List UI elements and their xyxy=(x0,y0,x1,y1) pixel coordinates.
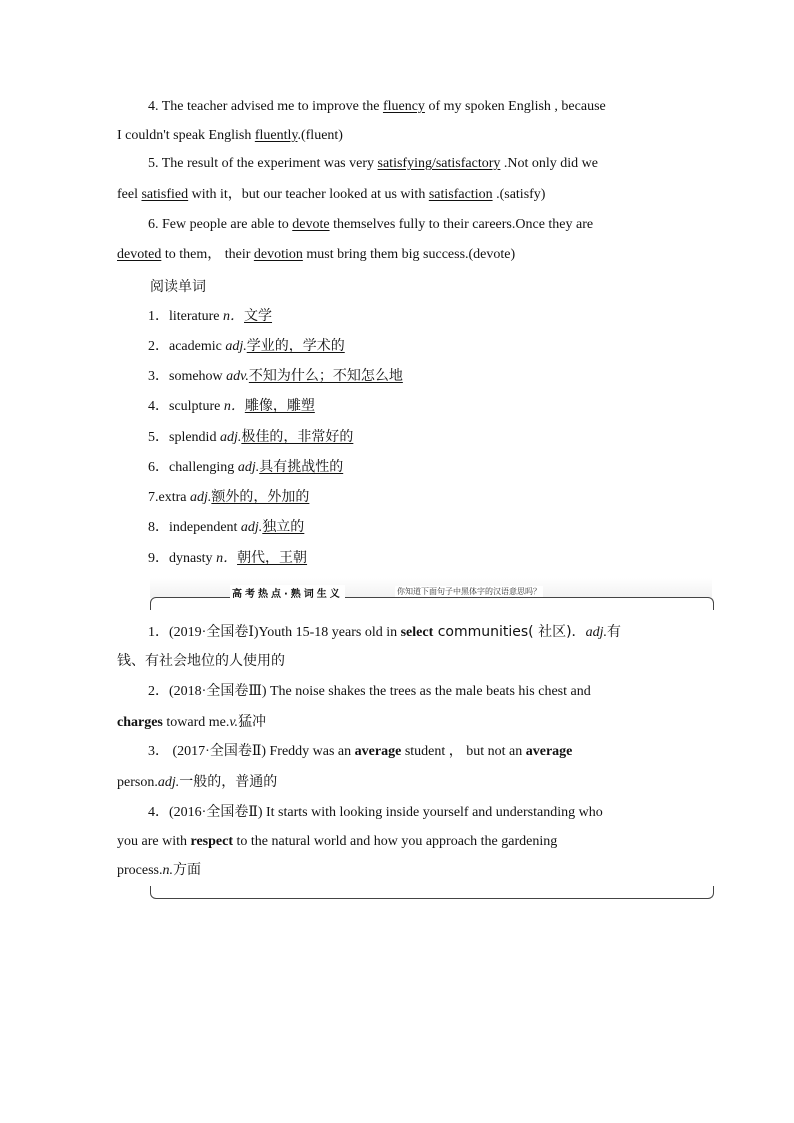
hot-item-2-line-1: 2．(2018·全国卷Ⅲ) The noise shakes the trees as the male beats his chest and xyxy=(148,684,591,699)
text: to them， their xyxy=(161,247,254,262)
answer-blank: fluency xyxy=(382,99,425,114)
exercise-number: 5 xyxy=(148,156,155,171)
hot-item-2-line-2: charges toward me.v.猛冲 xyxy=(117,714,267,730)
vocab-item: 6．challenging adj.具有挑战性的 xyxy=(148,459,344,475)
hot-item-1-line-1: 1．(2019·全国卷Ⅰ)Youth 15-18 years old in select communities( 社区)．adj.有 xyxy=(148,624,621,640)
banner-label: 高考热点·熟词生义 xyxy=(230,585,345,600)
exercise-4-line-1: 4. The teacher advised me to improve the fluency of my spoken English , because xyxy=(148,99,606,114)
answer-blank: satisfying/satisfactory xyxy=(377,156,501,171)
text: I couldn't speak English xyxy=(117,128,255,143)
vocab-item: 9．dynasty n．朝代，王朝 xyxy=(148,550,308,566)
text: feel xyxy=(117,187,142,202)
hot-item-3-line-1: 3． (2017·全国卷Ⅱ) Freddy was an average student ， but not an average xyxy=(148,744,573,759)
vocab-item: 1．literature n．文学 xyxy=(148,308,273,324)
answer-blank: satisfied xyxy=(141,187,189,202)
exercise-6-line-1: 6. Few people are able to devote themselves fully to their careers.Once they are xyxy=(148,217,594,232)
text: with it，but our teacher looked at us with xyxy=(188,187,429,202)
answer-blank: devote xyxy=(292,217,330,232)
answer-blank: fluently xyxy=(254,128,298,143)
banner-hint: 你知道下面句子中黑体字的汉语意思吗？ xyxy=(397,587,541,596)
vocab-item: 3．somehow adv.不知为什么；不知怎么地 xyxy=(148,368,403,384)
exercise-number: 6 xyxy=(148,217,155,232)
answer-blank: devotion xyxy=(253,247,303,262)
text: of my spoken English , because xyxy=(424,99,606,114)
text: themselves fully to their careers.Once they are xyxy=(329,217,594,232)
vocab-item: 2．academic adj.学业的，学术的 xyxy=(148,338,345,354)
vocab-item: 5．splendid adj.极佳的，非常好的 xyxy=(148,429,354,445)
hot-item-4-line-3: process.n.方面 xyxy=(117,862,201,878)
text: .Not only did we xyxy=(500,156,598,171)
reading-vocab-heading: 阅读单词 xyxy=(150,279,206,295)
exercise-6-line-2 xyxy=(117,245,677,265)
answer-blank: satisfaction xyxy=(428,187,493,202)
exercise-number: 4 xyxy=(148,99,155,114)
vocab-item: 8．independent adj.独立的 xyxy=(148,519,305,535)
vocab-item: 7.extra adj.额外的，外加的 xyxy=(148,489,310,505)
hot-item-1-line-2: 钱、有社会地位的人使用的 xyxy=(117,653,285,669)
hot-item-4-line-2: you are with respect to the natural world and how you approach the gardening xyxy=(117,834,558,849)
hot-item-4-line-1: 4．(2016·全国卷Ⅱ) It starts with looking inside yourself and understanding who xyxy=(148,805,603,820)
text: must bring them big success.(devote) xyxy=(302,247,516,262)
exercise-4-line-2 xyxy=(117,126,677,146)
exercise-5-line-2 xyxy=(117,185,677,205)
text: .(satisfy) xyxy=(492,187,546,202)
text: The teacher advised me to improve the xyxy=(161,99,383,114)
text: Few people are able to xyxy=(162,217,293,232)
box-bottom-border xyxy=(150,886,714,899)
text: The result of the experiment was very xyxy=(161,156,378,171)
exercise-5-line-1: 5. The result of the experiment was very satisfying/satisfactory .Not only did we xyxy=(148,156,598,171)
hot-item-3-line-2: person.adj.一般的，普通的 xyxy=(117,774,278,790)
answer-blank: devoted xyxy=(117,247,162,262)
vocab-item: 4．sculpture n．雕像，雕塑 xyxy=(148,398,315,414)
text: .(fluent) xyxy=(297,128,343,143)
hot-topic-banner xyxy=(150,584,712,598)
